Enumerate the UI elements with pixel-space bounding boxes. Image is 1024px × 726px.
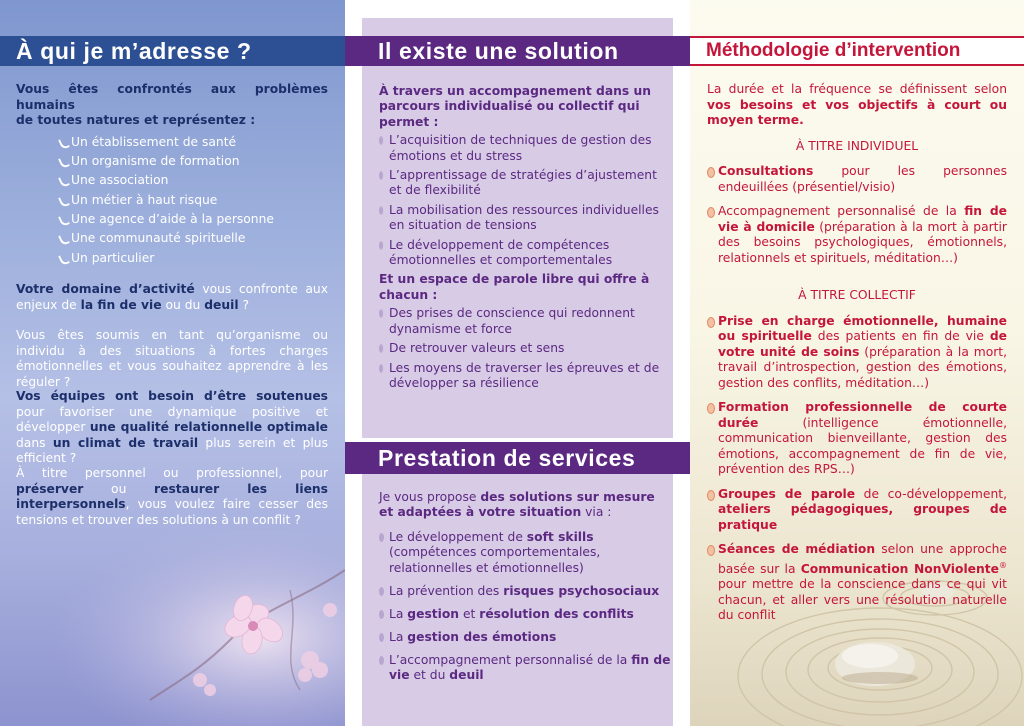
list-item: L’acquisition de techniques de gestion des émotions et du stress: [379, 133, 671, 164]
list-item: Des prises de conscience qui redonnent dynamisme et force: [379, 306, 671, 337]
list-item: Une agence d’aide à la personne: [63, 212, 328, 228]
audience-list: [16, 135, 328, 267]
list-item: Groupes de parole de co-développement, ateliers pédagogiques, groupes de pratique: [707, 487, 1007, 534]
methodology-intro-text: La durée et la fréquence se définissent selon: [707, 82, 1007, 96]
solution-title: Il existe une solution: [378, 37, 619, 64]
methodology-content: [707, 82, 1007, 633]
work-climate-bold: un climat de travail: [52, 435, 199, 450]
activity-text-2: ou du: [161, 297, 205, 312]
list-item: Un particulier: [63, 251, 328, 267]
list-item: Séances de médiation selon une approche basée sur la Communication NonViolente® pour mettre de la conscience dans ce qui vit chacun, et aller vers une résolution naturelle du conflit: [707, 542, 1007, 624]
list-item: Prise en charge émotionnelle, humaine ou spirituelle des patients en fin de vie de votre unité de soins (préparation à la mort, travail d’introspection, gestion des émotions, gestion des conflits, méditation…): [707, 314, 1007, 392]
methodology-title: Méthodologie d’intervention: [706, 40, 961, 61]
intro-line-2: de toutes natures et représentez :: [16, 113, 256, 127]
services-intro: [379, 490, 671, 521]
services-header-bar: [345, 442, 690, 474]
individual-heading: À TITRE INDIVIDUEL: [795, 138, 919, 153]
methodology-header-bar: [690, 36, 1024, 66]
activity-bold: Votre domaine d’activité: [16, 282, 195, 296]
methodology-intro-bold: vos besoins et vos objectifs à court ou moyen terme.: [707, 97, 1007, 127]
teams-paragraph: [16, 389, 328, 467]
cherry-blossom-illustration: [0, 530, 345, 726]
preserve-bold: préserver: [16, 481, 84, 496]
list-item: Le développement de soft skills (compétences comportementales, relationnelles et émotionnelles): [379, 530, 671, 576]
speech-space-lead: Et un espace de parole libre qui offre à chacun :: [379, 272, 650, 302]
services-title: Prestation de services: [378, 444, 636, 471]
conflict-text-2: ou: [83, 481, 155, 496]
audience-intro: [16, 82, 328, 270]
list-item: La prévention des risques psychosociaux: [379, 584, 671, 599]
activity-text-3: ?: [238, 297, 249, 312]
solution-lead: À travers un accompagnement dans un parcours individualisé ou collectif qui permet :: [379, 84, 652, 129]
collective-heading: À TITRE COLLECTIF: [798, 288, 916, 302]
solution-header-bar: [345, 36, 690, 66]
list-item: La gestion et résolution des conflits: [379, 607, 671, 622]
list-item: Un métier à haut risque: [63, 193, 328, 209]
services-intro-text: Je vous propose: [379, 490, 481, 504]
teams-text: pour favoriser une dynamique positive et développer: [16, 404, 328, 434]
activity-paragraph: [16, 282, 328, 313]
teams-text-3: plus serein et plus efficient ?: [16, 435, 328, 465]
emotional-load-paragraph: Vous êtes soumis en tant qu’organisme ou individu à des situations à fortes charges émotionnelles et vous souhaitez apprendre à les réguler ?: [16, 328, 328, 389]
list-item: L’apprentissage de stratégies d’ajustement et de flexibilité: [379, 168, 671, 199]
list-item: Un établissement de santé: [63, 135, 328, 151]
relational-quality-bold: une qualité relationnelle optimale: [89, 420, 328, 434]
benefits-list: [379, 133, 671, 268]
conflict-text: À titre personnel ou professionnel, pour: [16, 466, 328, 480]
list-item: De retrouver valeurs et sens: [379, 341, 671, 356]
list-item: Consultations pour les personnes endeuillées (présentiel/visio): [707, 164, 1007, 195]
audience-title: À qui je m’adresse ?: [16, 37, 252, 64]
intro-line-1: Vous êtes confrontés aux problèmes humains: [16, 82, 328, 112]
solution-content: [379, 84, 671, 395]
restore-links-bold: restaurer les liens interpersonnels: [16, 481, 328, 511]
list-item: Le développement de compétences émotionnelles et comportementales: [379, 238, 671, 269]
list-item: Les moyens de traverser les épreuves et de développer sa résilience: [379, 361, 671, 392]
teams-text-2: dans: [16, 435, 53, 450]
audience-header-bar: [0, 36, 345, 66]
list-item: La gestion des émotions: [379, 630, 671, 645]
services-intro-text-2: via :: [581, 505, 612, 520]
activity-text: vous confronte aux enjeux de: [16, 282, 328, 312]
list-item: Formation professionnelle de courte durée (intelligence émotionnelle, communication bienveillante, gestion des émotions, accompagnement de fin de vie, prévention des RPS…): [707, 400, 1007, 478]
methodology-intro: [707, 82, 1007, 129]
services-content: [379, 490, 671, 691]
list-item: Une communauté spirituelle: [63, 231, 328, 247]
speech-space-list: [379, 306, 671, 391]
list-item: Accompagnement personnalisé de la fin de vie à domicile (préparation à la mort à partir des besoins psychologiques, émotionnels, relationnels et spirituels, méditation…): [707, 204, 1007, 266]
end-of-life-bold: la fin de vie: [80, 297, 162, 312]
list-item: Une association: [63, 173, 328, 189]
conflict-paragraph: [16, 466, 328, 528]
list-item: L’accompagnement personnalisé de la fin de vie et du deuil: [379, 653, 671, 684]
services-list: [379, 530, 671, 684]
grief-bold: deuil: [204, 297, 239, 312]
list-item: Un organisme de formation: [63, 154, 328, 170]
services-intro-bold: des solutions sur mesure et adaptées à votre situation: [379, 490, 655, 520]
teams-bold: Vos équipes ont besoin d’être soutenues: [16, 389, 328, 403]
list-item: La mobilisation des ressources individuelles en situation de tensions: [379, 203, 671, 234]
conflict-text-3: , vous voulez faire cesser des tensions et trouver des solutions à un conflit ?: [16, 497, 328, 527]
